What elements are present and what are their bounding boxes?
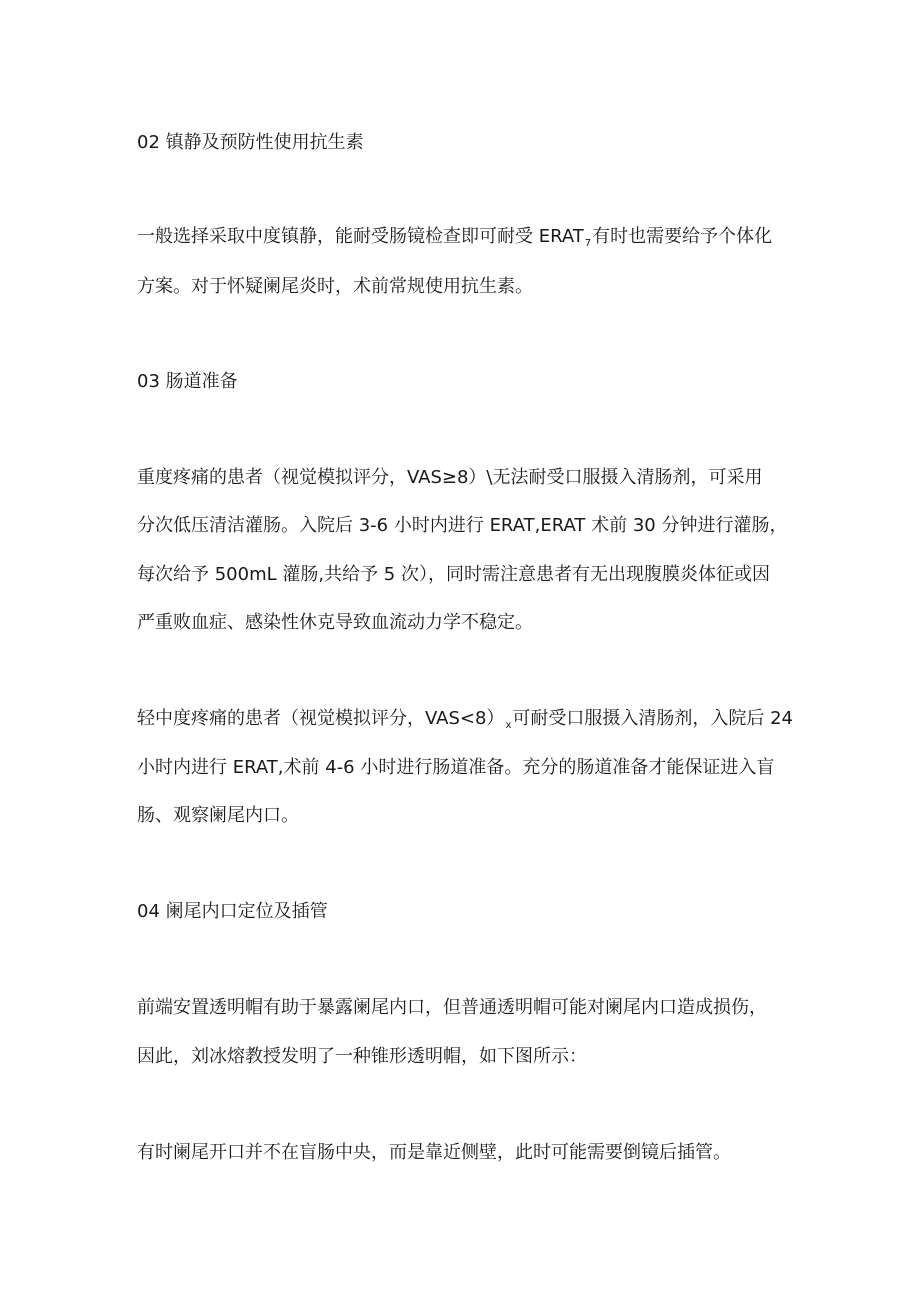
paragraph-line: 前端安置透明帽有助于暴露阑尾内口，但普通透明帽可能对阑尾内口造成损伤， — [137, 997, 767, 1018]
line-text: 一般选择采取中度镇静，能耐受肠镜检查即可耐受 ERAT — [137, 226, 584, 247]
paragraph-line: 小时内进行 ERAT,术前 4-6 小时进行肠道准备。充分的肠道准备才能保证进入盲 — [137, 757, 775, 778]
paragraph-line: 有时阑尾开口并不在盲肠中央，而是靠近侧壁，此时可能需要倒镜后插管。 — [137, 1142, 731, 1163]
paragraph-line: 方案。对于怀疑阑尾炎时，术前常规使用抗生素。 — [137, 276, 533, 297]
line-text: 有时也需要给予个体化 — [592, 226, 773, 247]
paragraph-line: 因此，刘冰熔教授发明了一种锥形透明帽，如下图所示： — [137, 1046, 587, 1067]
paragraph-line — [137, 707, 793, 734]
subscript-reference: x — [505, 720, 512, 731]
paragraph-line — [137, 225, 772, 252]
paragraph-line: 肠、观察阑尾内口。 — [137, 805, 299, 826]
paragraph-line: 严重败血症、感染性休克导致血流动力学不稳定。 — [137, 612, 533, 633]
line-text: 可耐受口服摄入清肠剂，入院后 24 — [512, 708, 793, 729]
subscript-reference: 7 — [584, 238, 592, 249]
paragraph-line: 每次给予 500mL 灌肠,共给予 5 次），同时需注意患者有无出现腹膜炎体征或因 — [137, 564, 770, 585]
line-text: 轻中度疼痛的患者（视觉模拟评分，VAS<8） — [137, 708, 505, 729]
paragraph-line: 重度疼痛的患者（视觉模拟评分，VAS≥8）\无法耐受口服摄入清肠剂，可采用 — [137, 467, 763, 488]
section-heading-02: 02 镇静及预防性使用抗生素 — [137, 132, 364, 153]
section-heading-03: 03 肠道准备 — [137, 371, 238, 392]
paragraph-line: 分次低压清洁灌肠。入院后 3-6 小时内进行 ERAT,ERAT 术前 30 分钟进行灌肠， — [137, 515, 788, 536]
section-heading-04: 04 阑尾内口定位及插管 — [137, 901, 328, 922]
